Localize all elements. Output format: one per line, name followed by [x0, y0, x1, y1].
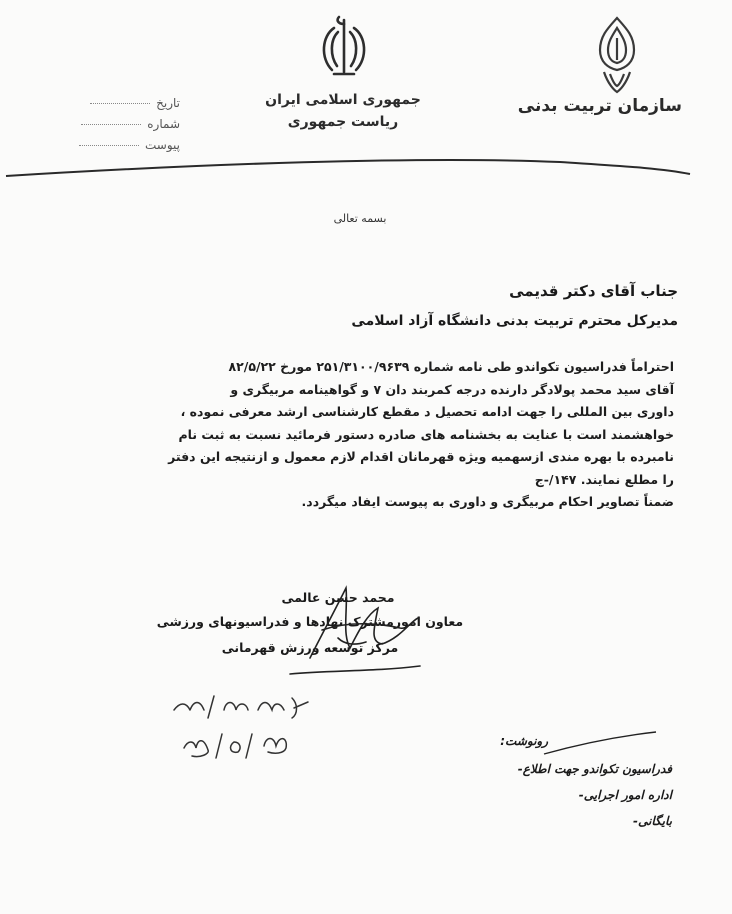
national-emblem-icon — [312, 14, 376, 82]
number-label: شماره — [147, 117, 180, 131]
cc-underline — [540, 728, 660, 758]
signatory-department: مرکز توسعه ورزش قهرمانی — [221, 640, 399, 655]
date-field — [70, 96, 180, 110]
handwritten-date — [178, 724, 308, 764]
body-line: آقای سید محمد پولادگر دارنده درجه کمربند دان ۷ و گواهینامه مربیگری و — [230, 381, 674, 397]
signatory-name: محمد حسن عالمی — [281, 590, 395, 605]
addressee: جناب آقای دکتر قدیمی — [509, 282, 678, 300]
number-dots — [81, 124, 141, 125]
cc-item-text: بایگانی — [638, 814, 672, 828]
letter-body — [109, 356, 674, 514]
cc-dash: - — [633, 814, 639, 828]
cc-dash: - — [578, 788, 584, 802]
invocation: بسمه تعالی — [333, 212, 387, 225]
presidency-name: ریاست جمهوری — [287, 114, 399, 130]
body-line: احتراماً فدراسیون تکواندو طی نامه شماره ۲۵۱/۳۱۰۰/۹۶۳۹ مورخ ۸۲/۵/۲۲ — [228, 359, 674, 374]
attachment-label: پیوست — [145, 138, 180, 152]
country-name: جمهوری اسلامی ایران — [265, 92, 421, 108]
date-dots — [90, 103, 150, 104]
organization-name: سازمان تربیت بدنی — [517, 96, 682, 116]
cc-dash: - — [517, 762, 523, 776]
organization-logo-icon — [588, 14, 646, 96]
cc-label: رونوشت: — [500, 734, 548, 748]
cc-item-text: اداره امور اجرایی — [583, 788, 672, 802]
signatory-title: معاون امورمشترک نهادها و فدراسیونهای ورزشی — [156, 614, 464, 629]
cc-item — [488, 762, 672, 776]
attachment-dots — [79, 145, 139, 146]
date-label: تاریخ — [156, 96, 180, 110]
body-line: داوری بین المللی را جهت ادامه تحصیل د مقطع کارشناسی ارشد معرفی نموده ، — [180, 404, 674, 419]
cc-item — [603, 814, 672, 828]
header-divider — [0, 148, 732, 188]
cc-item-text: فدراسیون تکواندو جهت اطلاع — [522, 762, 672, 776]
body-line: را مطلع نمایند. ۱۴۷/-ج — [534, 471, 674, 487]
addressee-title: مدیرکل محترم تربیت بدنی دانشگاه آزاد اسلامی — [351, 313, 678, 329]
cc-item — [549, 788, 672, 802]
body-line: خواهشمند است با عنایت به بخشنامه های صادره دستور فرمائید نسبت به ثبت نام — [178, 426, 674, 442]
number-field — [70, 117, 180, 131]
handwritten-signature — [250, 578, 450, 688]
body-line: نامبرده با بهره مندی ازسهمیه ویژه قهرمانان اقدام لازم معمول و ازنتیجه این دفتر — [168, 449, 674, 464]
closing-line: ضمناً تصاویر احکام مربیگری و داوری به پیوست ایفاد میگردد. — [301, 494, 674, 509]
handwritten-number — [168, 688, 328, 724]
